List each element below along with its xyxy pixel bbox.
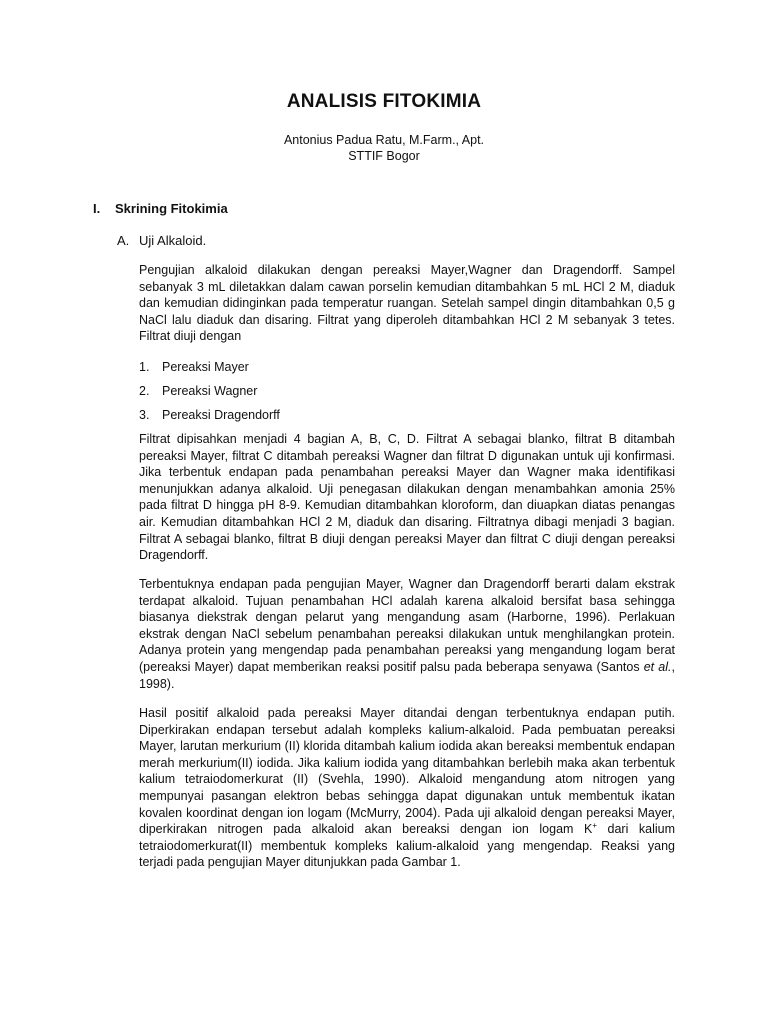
section-title: Skrining Fitokimia [115,201,228,216]
ion-charge-superscript: + [592,821,597,830]
list-item-text: Pereaksi Dragendorff [162,408,280,422]
section-number: I. [93,201,101,216]
paragraph-discussion [139,576,675,692]
citation-italic: et al. [643,659,672,674]
paragraph-text [139,576,675,692]
reagent-list [139,359,280,431]
list-item-text: Pereaksi Mayer [162,360,249,374]
paragraph-text: Pengujian alkaloid dilakukan dengan pereaksi Mayer,Wagner dan Dragendorff. Sampel sebanyak 3 mL diletakkan dalam cawan porselin kemudian ditambahkan 5 mL HCl 2 M, diaduk dan kemudian didinginkan pada temperatur ruangan. Setelah sampel dingin ditambahkan 0,5 g NaCl lalu diaduk dan disaring. Filtrat yang diperoleh ditambahkan HCl 2 M sebanyak 3 tetes. Filtrat diuji dengan [139,263,675,344]
list-item [139,383,280,405]
list-item [139,407,280,429]
paragraph-filtrate [139,431,675,564]
author-block [0,132,768,164]
paragraph-text-part: dari kalium tetraiodomerkurat(II) membentuk kompleks kalium-alkaloid yang mengendap. Reaksi yang terjadi pada pengujian Mayer ditunjukkan pada Gambar 1. [139,822,675,870]
paragraph-text [139,705,675,871]
paragraph-text-part: , 1998). [139,659,675,691]
list-item-number: 3. [139,408,150,422]
list-item-number: 1. [139,360,150,374]
paragraph-text-part: Terbentuknya endapan pada pengujian Mayer, Wagner dan Dragendorff berarti dalam ekstrak terdapat alkaloid. Tujuan penambahan HCl adalah karena alkaloid bersifat basa sehingga biasanya diekstrak dengan pelarut yang mengandung asam (Harborne, 1996). Perlakuan ekstrak dengan NaCl sebelum penambahan pereaksi dilakukan untuk menghilangkan protein. Adanya protein yang mengendap pada penambahan pereaksi yang mengandung logam berat (pereaksi Mayer) dapat memberikan reaksi positif palsu pada beberapa senyawa (Santos [139,577,675,674]
document-title: ANALISIS FITOKIMIA [286,91,482,112]
list-item [139,359,280,381]
list-item-number: 2. [139,384,150,398]
section-heading [93,201,228,216]
author-name: Antonius Padua Ratu, M.Farm., Apt. [283,133,485,147]
paragraph-procedure [139,262,675,345]
subsection-number: A. [117,233,130,248]
list-item-text: Pereaksi Wagner [162,384,258,398]
paragraph-mayer-result [139,705,675,871]
author-institution: STTIF Bogor [348,149,420,163]
paragraph-text: Filtrat dipisahkan menjadi 4 bagian A, B, C, D. Filtrat A sebagai blanko, filtrat B ditambah pereaksi Mayer, filtrat C ditambah pereaksi Wagner dan filtrat D digunakan untuk uji konfirmasi. Jika terbentuk endapan pada penambahan pereaksi Mayer dan Wagner maka identifikasi menunjukkan adanya alkaloid. Uji penegasan dilakukan dengan menambahkan amonia 25% pada filtrat D hingga pH 8-9. Kemudian ditambahkan kloroform, dan diuapkan diatas penangas air. Kemudian ditambahkan HCl 2 M, diaduk dan disaring. Filtratnya dibagi menjadi 3 bagian. Filtrat A sebagai blanko, filtrat B diuji dengan pereaksi Mayer dan filtrat C diuji dengan pereaksi Dragendorff. [139,432,675,563]
subsection-title: Uji Alkaloid. [139,233,207,248]
subsection-heading [117,233,206,248]
paragraph-text-part: Hasil positif alkaloid pada pereaksi Mayer ditandai dengan terbentuknya endapan putih. Diperkirakan endapan tersebut adalah kompleks kalium-alkaloid. Pada pembuatan pereaksi Mayer, larutan merkurium (II) klorida ditambah kalium iodida akan bereaksi membentuk endapan merah merkurium(II) iodida. Jika kalium iodida yang ditambahkan berlebih maka akan terbentuk kalium tetraiodomerkurat (II) (Svehla, 1990). Alkaloid mengandung atom nitrogen yang mempunyai pasangan elektron bebas sehingga dapat digunakan untuk membentuk ikatan kovalen koordinat dengan ion logam (McMurry, 2004). Pada uji alkaloid dengan pereaksi Mayer, diperkirakan nitrogen pada alkaloid akan bereaksi dengan ion logam K [139,706,675,837]
